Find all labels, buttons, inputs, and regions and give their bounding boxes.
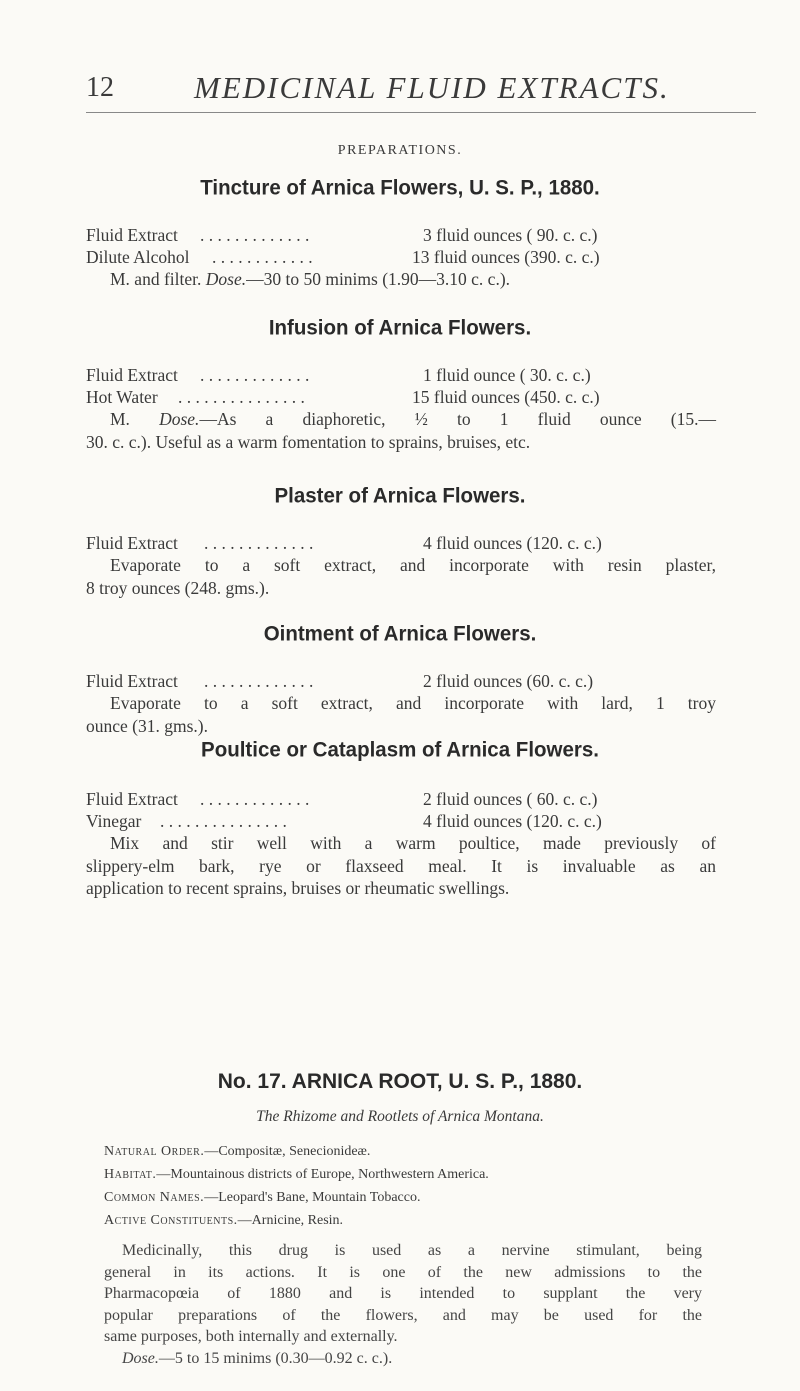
tincture-title: Tincture of Arnica Flowers, U. S. P., 1880. <box>200 175 600 200</box>
poultice-row-label: Vinegar <box>86 811 142 831</box>
infusion-note-line: 30. c. c.). Useful as a warm fomentation to sprains, bruises, etc. <box>86 431 531 452</box>
root-meta-line <box>104 1188 420 1208</box>
ointment-title: Ointment of Arnica Flowers. <box>263 621 537 646</box>
root-meta-line <box>104 1211 343 1231</box>
plaster-row-label: Fluid Extract <box>86 533 178 553</box>
plaster-title: Plaster of Arnica Flowers. <box>274 483 526 508</box>
poultice-title: Poultice or Cataplasm of Arnica Flowers. <box>201 737 599 762</box>
header-rule <box>86 112 756 113</box>
infusion-dose-text: —As a diaphoretic, ½ to 1 fluid ounce (15.— <box>199 409 716 429</box>
infusion-row-qty: 15 fluid ounces (450. c. c.) <box>412 387 600 407</box>
root-meta-value: —Mountainous districts of Europe, Northwestern America. <box>156 1167 489 1182</box>
root-paragraph-line: popular preparations of the flowers, and may be used for the <box>104 1306 702 1324</box>
root-paragraph-line: general in its actions. It is one of the new admissions to the <box>104 1263 702 1281</box>
plaster-text-line: 8 troy ounces (248. gms.). <box>86 577 270 598</box>
infusion-note <box>86 408 716 453</box>
section-title: PREPARATIONS. <box>337 143 463 158</box>
root-meta-value: —Arnicine, Resin. <box>237 1213 344 1228</box>
page-number: 12 <box>86 72 114 103</box>
poultice-row-leader: . . . . . . . . . . . . . <box>200 789 310 809</box>
ointment-row-leader: . . . . . . . . . . . . . <box>204 671 314 691</box>
poultice-text <box>86 832 716 900</box>
arnica-root-subtitle: The Rhizome and Rootlets of Arnica Montana. <box>256 1108 544 1125</box>
running-title: MEDICINAL FLUID EXTRACTS. <box>194 70 670 105</box>
infusion-row-leader: . . . . . . . . . . . . . . . <box>178 387 305 407</box>
arnica-root-title: No. 17. ARNICA ROOT, U. S. P., 1880. <box>217 1070 583 1093</box>
root-meta-line <box>104 1165 489 1185</box>
root-paragraph-line: Pharmacopœia of 1880 and is intended to supplant the very <box>104 1285 702 1302</box>
tincture-row-qty: 3 fluid ounces ( 90. c. c.) <box>423 225 598 245</box>
tincture-note <box>110 268 510 290</box>
tincture-row-label: Fluid Extract <box>86 225 178 245</box>
tincture-note-prefix: M. and filter. <box>110 269 206 289</box>
infusion-title: Infusion of Arnica Flowers. <box>268 315 532 340</box>
root-meta-label: Natural Order. <box>104 1144 205 1159</box>
infusion-note-prefix: M. <box>110 409 160 429</box>
tincture-row-leader: . . . . . . . . . . . . <box>212 247 313 267</box>
running-head <box>86 70 766 110</box>
poultice-text-line: application to recent sprains, bruises or rheumatic swellings. <box>86 878 510 898</box>
root-meta-line <box>104 1142 370 1162</box>
tincture-dose-text: —30 to 50 minims (1.90—3.10 c. c.). <box>246 269 511 289</box>
tincture-row-qty: 13 fluid ounces (390. c. c.) <box>412 247 600 267</box>
root-meta-label: Common Names. <box>104 1190 205 1205</box>
poultice-text-line: slippery-elm bark, rye or flaxseed meal. It is invaluable as an <box>86 855 716 876</box>
ointment-row-qty: 2 fluid ounces (60. c. c.) <box>423 671 594 691</box>
tincture-row-label: Dilute Alcohol <box>86 247 190 267</box>
infusion-row-qty: 1 fluid ounce ( 30. c. c.) <box>423 365 591 385</box>
ointment-text <box>86 692 716 737</box>
plaster-text <box>86 554 716 599</box>
root-dose-text: —5 to 15 minims (0.30—0.92 c. c.). <box>158 1350 393 1367</box>
plaster-row-leader: . . . . . . . . . . . . . <box>204 533 314 553</box>
poultice-row-leader: . . . . . . . . . . . . . . . <box>160 811 287 831</box>
root-paragraph-line: same purposes, both internally and externally. <box>104 1328 398 1345</box>
root-meta-value: —Leopard's Bane, Mountain Tobacco. <box>204 1190 421 1205</box>
root-paragraph <box>104 1240 702 1348</box>
poultice-text-line: Mix and stir well with a warm poultice, made previously of <box>110 833 716 853</box>
root-dose <box>122 1348 392 1370</box>
infusion-dose-label: Dose. <box>159 409 200 429</box>
plaster-row-qty: 4 fluid ounces (120. c. c.) <box>423 533 602 553</box>
ointment-text-line: ounce (31. gms.). <box>86 715 208 736</box>
root-paragraph-line: Medicinally, this drug is used as a nervine stimulant, being <box>122 1242 702 1259</box>
tincture-row-leader: . . . . . . . . . . . . . <box>200 225 310 245</box>
infusion-row-label: Hot Water <box>86 387 158 407</box>
poultice-row-qty: 2 fluid ounces ( 60. c. c.) <box>423 789 598 809</box>
poultice-row-label: Fluid Extract <box>86 789 178 809</box>
ointment-text-line: Evaporate to a soft extract, and incorporate with lard, 1 troy <box>110 693 716 713</box>
infusion-row-label: Fluid Extract <box>86 365 178 385</box>
poultice-row-qty: 4 fluid ounces (120. c. c.) <box>423 811 602 831</box>
root-meta-label: Active Constituents. <box>104 1213 238 1228</box>
plaster-text-line: Evaporate to a soft extract, and incorporate with resin plaster, <box>110 555 716 575</box>
root-meta-value: —Compositæ, Senecionideæ. <box>204 1144 371 1159</box>
root-meta-label: Habitat. <box>104 1167 157 1182</box>
infusion-row-leader: . . . . . . . . . . . . . <box>200 365 310 385</box>
tincture-dose-label: Dose. <box>205 269 247 289</box>
root-dose-label: Dose. <box>122 1350 159 1367</box>
ointment-row-label: Fluid Extract <box>86 671 178 691</box>
